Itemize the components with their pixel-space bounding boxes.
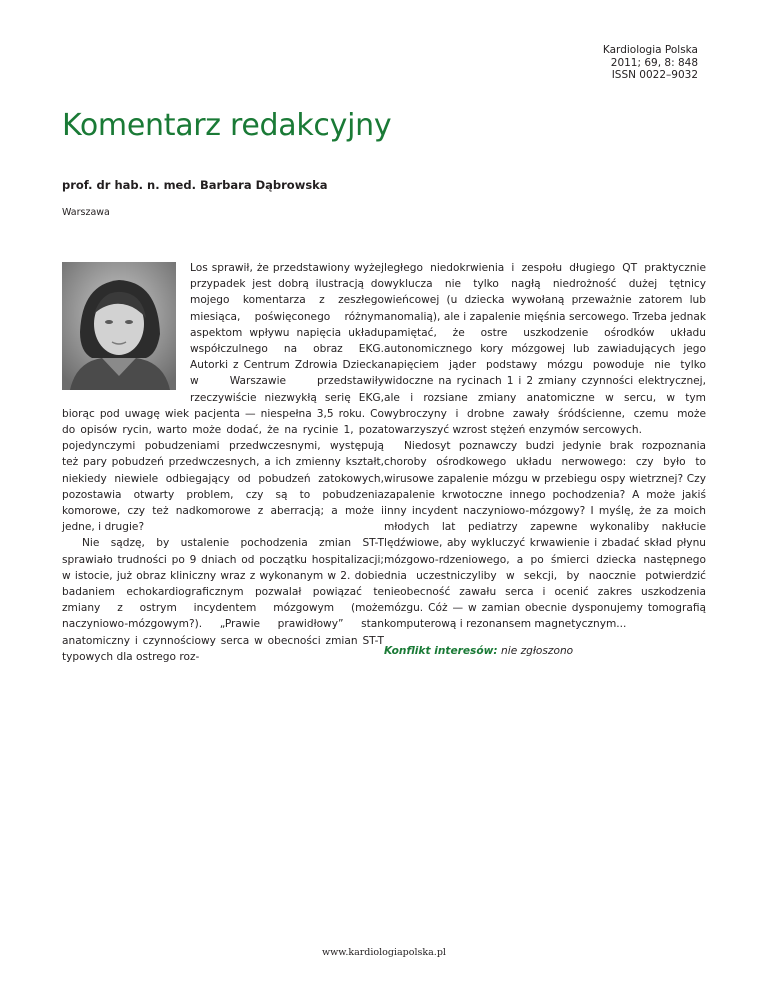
- author-affiliation: Warszawa: [62, 207, 110, 218]
- paragraph: Nie sądzę, by ustalenie pochodzenia zmian ST-T sprawiało trudności po 9 dniach od początku hospitalizacji; w istocie, już obraz kliniczny wraz z wykonanym w 2. dobie badaniem echokardiograficznym pozwalał powiązać te zmiany z ostrym incydentem mózgowym (może naczyniowo-mózgowym?). „Prawie prawidłowy” stan anatomiczny i czynnościowy serca w obecności zmian ST-T typowych dla ostrego roz-: [62, 537, 384, 663]
- journal-issn: ISSN 0022–9032: [611, 69, 698, 81]
- article-title: Komentarz redakcyjny: [62, 108, 392, 143]
- author-photo: [62, 262, 176, 390]
- conflict-of-interest: [384, 643, 706, 659]
- paragraph: Los sprawił, że przedstawiony wyżej przypadek jest dobrą ilustracją do mojego komentarza z zeszłego miesiąca, poświęconego różnym aspektom wpływu napięcia układu współczulnego na obraz EKG. Autorki z Centrum Zdrowia Dziecka w Warszawie przedstawiły rzeczywiście niezwykłą serię EKG, biorąc pod uwagę wiek pacjenta — niespełna 3,5 roku. Co do opisów rycin, warto może dodać, że na rycinie 1, poza pojedynczymi pobudzeniami przedwczesnymi, występują też pary pobudzeń przedwczesnych, a ich zmienny kształt, niekiedy niewiele odbiegający od pobudzeń zatokowych, pozostawia otwarty problem, czy są to pobudzenia komorowe, czy też nadkomorowe z aberracją; a może i jedne, i drugie?: [62, 262, 384, 534]
- text-column-right: [384, 260, 706, 659]
- journal-info: [603, 44, 698, 82]
- article-author: prof. dr hab. n. med. Barbara Dąbrowska: [62, 178, 328, 192]
- paragraph: Niedosyt poznawczy budzi jedynie brak rozpoznania choroby ośrodkowego układu nerwowego: czy było to wirusowe zapalenie mózgu w przebiegu ospy wietrznej? Czy zapalenie krwotoczne innego pochodzenia? A może jakiś inny incydent naczyniowo-mózgowy? I myślę, że za moich młodych lat pediatrzy zapewne wykonaliby nakłucie lędźwiowe, aby wykluczyć krwawienie i zbadać skład płynu mózgowo-rdzeniowego, a po śmierci dziecka następnego dnia uczestniczyliby w sekcji, by naocznie potwierdzić nieobecność zawału serca i ocenić zakres uszkodzenia mózgu. Cóż — w zamian obecnie dysponujemy tomografią komputerową i rezonansem magnetycznym...: [384, 440, 706, 631]
- footer-url[interactable]: www.kardiologiapolska.pl: [322, 947, 446, 958]
- journal-citation: 2011; 69, 8: 848: [610, 56, 698, 69]
- text-column-left: [62, 260, 384, 665]
- conflict-value: nie zgłoszono: [501, 644, 574, 657]
- paragraph: ległego niedokrwienia i zespołu długiego QT praktycznie wyklucza nie tylko nagłą niedrożność dużej tętnicy wieńcowej (u dziecka wywołaną przeważnie zatorem lub anomalią), ale i zapalenie mięśnia sercowego. Trzeba jednak pamiętać, że ostre uszkodzenie ośrodków układu autonomicznego kory mózgowej lub zawiadujących jego napięciem jąder podstawy mózgu powoduje nie tylko widoczne na rycinach 1 i 2 zmiany czynności elektrycznej, ale i rozsiane zmiany anatomiczne w sercu, w tym wybroczyny i drobne zawały śródścienne, czemu może towarzyszyć wzrost stężeń enzymów sercowych.: [384, 262, 706, 437]
- conflict-label: Konflikt interesów:: [384, 644, 498, 657]
- journal-name: Kardiologia Polska: [602, 44, 698, 56]
